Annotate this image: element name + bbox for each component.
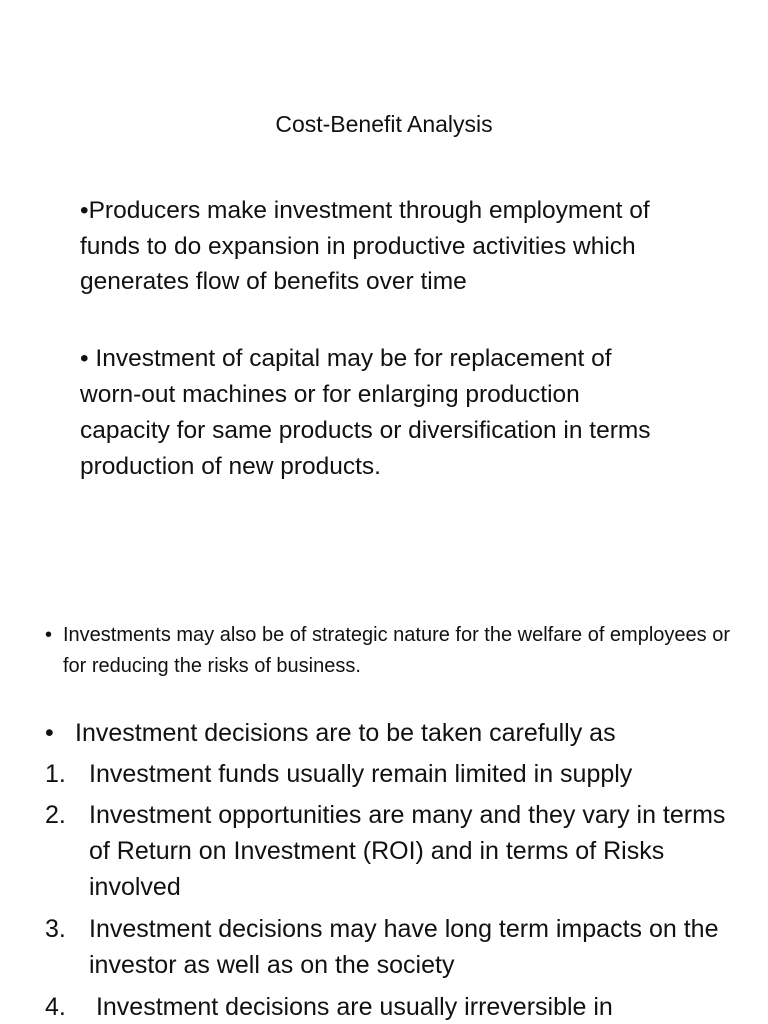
list-item-text: Investment decisions are usually irreversible in: [89, 993, 613, 1021]
list-item: [45, 989, 735, 1024]
list-number: 2.: [45, 801, 66, 829]
list-number: 3.: [45, 915, 66, 943]
bullet-marker: •: [45, 624, 53, 646]
paragraph-capital-investment: • Investment of capital may be for replacement of worn-out machines or for enlarging production capacity for same products or diversification in terms production of new products.: [80, 345, 651, 480]
list-number: 4.: [45, 993, 66, 1021]
page-title: Cost-Benefit Analysis: [275, 111, 493, 137]
list-item-text: Investment decisions may have long term impacts on the investor as well as on the society: [89, 915, 719, 979]
list-item-text: Investment funds usually remain limited in supply: [89, 760, 633, 788]
paragraph-producers-investment: •Producers make investment through employment of funds to do expansion in productive activities which generates flow of benefits over time: [80, 197, 650, 295]
paragraph-strategic-text: Investments may also be of strategic nature for the welfare of employees or for reducing the risks of business.: [63, 624, 730, 677]
list-item: [45, 797, 735, 905]
investment-decisions-list: [45, 715, 735, 1024]
list-intro: [45, 715, 735, 751]
list-number: 1.: [45, 760, 66, 788]
bullet-marker: •: [45, 719, 54, 747]
paragraph-strategic-investment: [45, 620, 743, 681]
list-item: [45, 911, 735, 983]
list-intro-text: Investment decisions are to be taken carefully as: [75, 719, 616, 747]
list-item-text: Investment opportunities are many and they vary in terms of Return on Investment (ROI) and in terms of Risks involved: [89, 801, 726, 901]
list-item: [45, 756, 735, 792]
